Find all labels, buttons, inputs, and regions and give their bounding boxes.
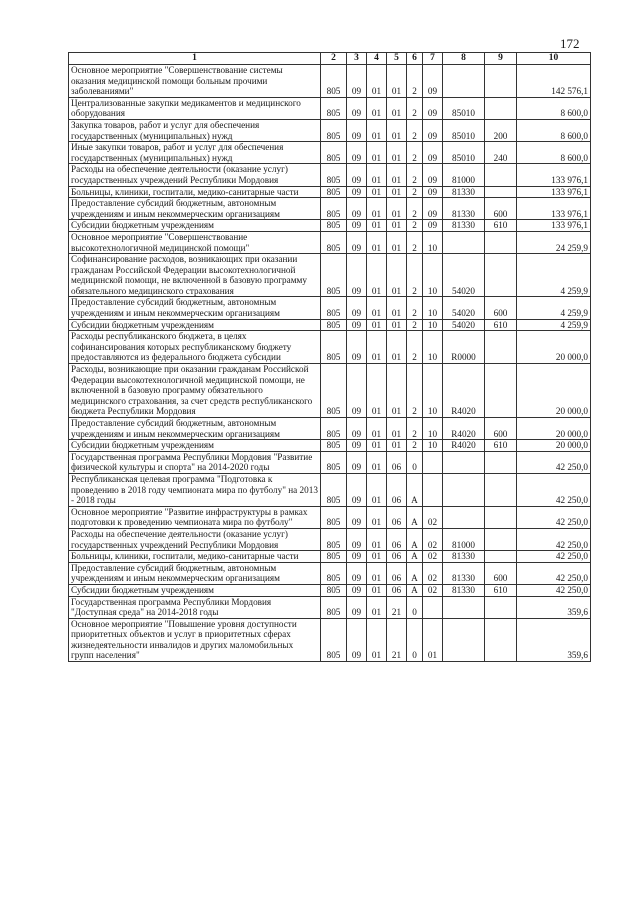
code-subsection: 01 — [367, 364, 387, 418]
table-row — [69, 164, 591, 186]
code-section: 09 — [347, 596, 367, 618]
code-direction: 54020 — [443, 297, 485, 319]
column-header: 5 — [387, 53, 407, 65]
code-program: 06 — [387, 551, 407, 563]
item-name: Государственная программа Республики Мордовия "Развитие физической культуры и спорта" на 2014-2020 годы — [69, 451, 321, 473]
code-event: 10 — [423, 231, 443, 253]
column-header: 1 — [69, 53, 321, 65]
item-name: Больницы, клиники, госпитали, медико-санитарные части — [69, 186, 321, 198]
code-program: 06 — [387, 506, 407, 528]
code-subprogram: 2 — [407, 297, 423, 319]
code-subprogram: А — [407, 506, 423, 528]
code-ministry: 805 — [321, 364, 347, 418]
code-expense-type — [485, 97, 517, 119]
code-subprogram: 0 — [407, 596, 423, 618]
code-subprogram: 2 — [407, 231, 423, 253]
code-subprogram: А — [407, 562, 423, 584]
code-event: 02 — [423, 562, 443, 584]
code-program: 06 — [387, 473, 407, 506]
code-subprogram: 2 — [407, 119, 423, 141]
code-ministry: 805 — [321, 418, 347, 440]
code-ministry: 805 — [321, 186, 347, 198]
code-direction — [443, 618, 485, 661]
code-subprogram: 2 — [407, 254, 423, 297]
code-program: 06 — [387, 584, 407, 596]
amount: 142 576,1 — [517, 65, 591, 98]
code-program: 01 — [387, 319, 407, 331]
code-expense-type: 610 — [485, 319, 517, 331]
code-subsection: 01 — [367, 451, 387, 473]
code-program: 01 — [387, 186, 407, 198]
code-section: 09 — [347, 231, 367, 253]
amount: 133 976,1 — [517, 198, 591, 220]
budget-table — [68, 52, 591, 662]
amount: 8 600,0 — [517, 119, 591, 141]
code-direction: 81330 — [443, 198, 485, 220]
table-body — [69, 65, 591, 662]
code-program: 01 — [387, 440, 407, 452]
code-direction: 81330 — [443, 562, 485, 584]
code-subsection: 01 — [367, 186, 387, 198]
code-ministry: 805 — [321, 451, 347, 473]
code-program: 01 — [387, 65, 407, 98]
column-header: 10 — [517, 53, 591, 65]
code-program: 06 — [387, 528, 407, 550]
code-subprogram: 2 — [407, 186, 423, 198]
code-direction: 81330 — [443, 186, 485, 198]
code-ministry: 805 — [321, 562, 347, 584]
code-direction: 85010 — [443, 97, 485, 119]
code-event: 02 — [423, 506, 443, 528]
code-subsection: 01 — [367, 418, 387, 440]
code-ministry: 805 — [321, 254, 347, 297]
item-name: Расходы, возникающие при оказании гражданам Российской Федерации высокотехнологичной медицинской помощи, не включенной в базовую программу обязательного медицинского страхования, за счет средств республиканского бюджета Республики Мордовия — [69, 364, 321, 418]
table-row — [69, 451, 591, 473]
code-event: 09 — [423, 97, 443, 119]
table-row — [69, 331, 591, 364]
code-expense-type: 240 — [485, 142, 517, 164]
code-program: 01 — [387, 364, 407, 418]
code-ministry: 805 — [321, 331, 347, 364]
amount: 359,6 — [517, 596, 591, 618]
code-event: 09 — [423, 198, 443, 220]
amount: 133 976,1 — [517, 164, 591, 186]
code-subsection: 01 — [367, 297, 387, 319]
item-name: Основное мероприятие "Совершенствование высокотехнологичной медицинской помощи" — [69, 231, 321, 253]
code-expense-type: 600 — [485, 297, 517, 319]
code-direction: 81330 — [443, 220, 485, 232]
code-section: 09 — [347, 562, 367, 584]
code-section: 09 — [347, 618, 367, 661]
item-name: Расходы на обеспечение деятельности (оказание услуг) государственных учреждений Республики Мордовия — [69, 528, 321, 550]
table-row — [69, 618, 591, 661]
amount: 20 000,0 — [517, 418, 591, 440]
table-row — [69, 418, 591, 440]
item-name: Субсидии бюджетным учреждениям — [69, 319, 321, 331]
column-header: 4 — [367, 53, 387, 65]
amount: 42 250,0 — [517, 506, 591, 528]
code-ministry: 805 — [321, 198, 347, 220]
code-program: 01 — [387, 418, 407, 440]
amount: 24 259,9 — [517, 231, 591, 253]
code-event: 10 — [423, 364, 443, 418]
code-section: 09 — [347, 331, 367, 364]
item-name: Закупка товаров, работ и услуг для обеспечения государственных (муниципальных) нужд — [69, 119, 321, 141]
amount: 42 250,0 — [517, 473, 591, 506]
code-subprogram: 2 — [407, 198, 423, 220]
table-header-row — [69, 53, 591, 65]
code-subprogram: 2 — [407, 319, 423, 331]
code-subsection: 01 — [367, 584, 387, 596]
amount: 42 250,0 — [517, 584, 591, 596]
item-name: Основное мероприятие "Повышение уровня доступности приоритетных объектов и услуг в приоритетных сферах жизнедеятельности инвалидов и других маломобильных групп населения" — [69, 618, 321, 661]
code-section: 09 — [347, 164, 367, 186]
code-subprogram: 2 — [407, 220, 423, 232]
amount: 8 600,0 — [517, 142, 591, 164]
table-row — [69, 319, 591, 331]
code-program: 01 — [387, 331, 407, 364]
amount: 133 976,1 — [517, 186, 591, 198]
code-program: 01 — [387, 142, 407, 164]
amount: 20 000,0 — [517, 331, 591, 364]
table-row — [69, 440, 591, 452]
code-direction: 85010 — [443, 119, 485, 141]
code-section: 09 — [347, 65, 367, 98]
code-section: 09 — [347, 198, 367, 220]
code-section: 09 — [347, 551, 367, 563]
item-name: Субсидии бюджетным учреждениям — [69, 220, 321, 232]
code-program: 01 — [387, 164, 407, 186]
code-section: 09 — [347, 297, 367, 319]
code-subsection: 01 — [367, 198, 387, 220]
code-section: 09 — [347, 254, 367, 297]
code-expense-type: 610 — [485, 220, 517, 232]
amount: 42 250,0 — [517, 551, 591, 563]
code-subsection: 01 — [367, 440, 387, 452]
item-name: Централизованные закупки медикаментов и медицинского оборудования — [69, 97, 321, 119]
code-subsection: 01 — [367, 551, 387, 563]
code-expense-type: 610 — [485, 584, 517, 596]
table-row — [69, 186, 591, 198]
code-subsection: 01 — [367, 220, 387, 232]
code-subprogram: 0 — [407, 618, 423, 661]
code-subsection: 01 — [367, 65, 387, 98]
code-event — [423, 451, 443, 473]
column-header: 8 — [443, 53, 485, 65]
code-subprogram: 2 — [407, 164, 423, 186]
code-subsection: 01 — [367, 97, 387, 119]
code-expense-type — [485, 596, 517, 618]
table-row — [69, 142, 591, 164]
code-event: 09 — [423, 220, 443, 232]
code-direction: 54020 — [443, 254, 485, 297]
code-subprogram: 2 — [407, 97, 423, 119]
item-name: Субсидии бюджетным учреждениям — [69, 440, 321, 452]
amount: 4 259,9 — [517, 319, 591, 331]
code-ministry: 805 — [321, 97, 347, 119]
code-ministry: 805 — [321, 319, 347, 331]
code-expense-type: 600 — [485, 562, 517, 584]
code-program: 06 — [387, 451, 407, 473]
code-subsection: 01 — [367, 596, 387, 618]
code-subprogram: 2 — [407, 364, 423, 418]
code-section: 09 — [347, 451, 367, 473]
code-direction: 54020 — [443, 319, 485, 331]
code-section: 09 — [347, 119, 367, 141]
code-event: 02 — [423, 551, 443, 563]
code-subprogram: 2 — [407, 142, 423, 164]
code-ministry: 805 — [321, 618, 347, 661]
table-row — [69, 65, 591, 98]
code-expense-type — [485, 186, 517, 198]
code-subprogram: 0 — [407, 451, 423, 473]
code-program: 01 — [387, 97, 407, 119]
code-event: 10 — [423, 440, 443, 452]
code-ministry: 805 — [321, 596, 347, 618]
code-subprogram: 2 — [407, 418, 423, 440]
column-header: 6 — [407, 53, 423, 65]
table-row — [69, 297, 591, 319]
code-subsection: 01 — [367, 528, 387, 550]
code-ministry: 805 — [321, 65, 347, 98]
code-subsection: 01 — [367, 473, 387, 506]
amount: 4 259,9 — [517, 254, 591, 297]
page-number: 172 — [560, 36, 580, 51]
code-subsection: 01 — [367, 164, 387, 186]
code-direction — [443, 65, 485, 98]
code-direction — [443, 506, 485, 528]
code-ministry: 805 — [321, 297, 347, 319]
amount: 4 259,9 — [517, 297, 591, 319]
amount: 20 000,0 — [517, 440, 591, 452]
code-direction: 85010 — [443, 142, 485, 164]
table-row — [69, 198, 591, 220]
code-ministry: 805 — [321, 551, 347, 563]
code-section: 09 — [347, 220, 367, 232]
code-event: 10 — [423, 418, 443, 440]
code-subprogram: А — [407, 551, 423, 563]
code-direction — [443, 231, 485, 253]
code-expense-type — [485, 331, 517, 364]
item-name: Софинансирование расходов, возникающих при оказании гражданам Российской Федерации высокотехнологичной медицинской помощи, не включенной в базовую программу обязательного медицинского страхования — [69, 254, 321, 297]
code-program: 01 — [387, 254, 407, 297]
code-expense-type — [485, 618, 517, 661]
code-expense-type — [485, 231, 517, 253]
amount: 42 250,0 — [517, 451, 591, 473]
code-expense-type: 200 — [485, 119, 517, 141]
table-row — [69, 562, 591, 584]
code-program: 06 — [387, 562, 407, 584]
code-direction: 81330 — [443, 551, 485, 563]
code-program: 01 — [387, 119, 407, 141]
code-direction — [443, 473, 485, 506]
code-direction: 81000 — [443, 528, 485, 550]
table-row — [69, 231, 591, 253]
code-event: 09 — [423, 65, 443, 98]
table-row — [69, 473, 591, 506]
code-section: 09 — [347, 142, 367, 164]
item-name: Основное мероприятие "Совершенствование системы оказания медицинской помощи больным прочими заболеваниями" — [69, 65, 321, 98]
table-row — [69, 119, 591, 141]
item-name: Республиканская целевая программа "Подготовка к проведению в 2018 году чемпионата мира по футболу" на 2013 - 2018 годы — [69, 473, 321, 506]
item-name: Предоставление субсидий бюджетным, автономным учреждениям и иным некоммерческим организациям — [69, 418, 321, 440]
table-row — [69, 364, 591, 418]
code-expense-type — [485, 364, 517, 418]
amount: 359,6 — [517, 618, 591, 661]
code-direction: R4020 — [443, 418, 485, 440]
table-row — [69, 506, 591, 528]
code-ministry: 805 — [321, 506, 347, 528]
code-event: 10 — [423, 254, 443, 297]
code-subprogram: 2 — [407, 440, 423, 452]
code-subsection: 01 — [367, 319, 387, 331]
code-expense-type — [485, 551, 517, 563]
code-event: 02 — [423, 584, 443, 596]
code-program: 01 — [387, 220, 407, 232]
code-direction: 81000 — [443, 164, 485, 186]
item-name: Иные закупки товаров, работ и услуг для обеспечения государственных (муниципальных) нужд — [69, 142, 321, 164]
item-name: Расходы республиканского бюджета, в целях софинансирования которых республиканскому бюджету предоставляются из федерального бюджета субсидии — [69, 331, 321, 364]
code-expense-type — [485, 254, 517, 297]
table-row — [69, 220, 591, 232]
code-subprogram: 2 — [407, 65, 423, 98]
amount: 133 976,1 — [517, 220, 591, 232]
code-program: 21 — [387, 596, 407, 618]
code-event: 10 — [423, 319, 443, 331]
code-section: 09 — [347, 97, 367, 119]
code-event: 10 — [423, 297, 443, 319]
code-expense-type: 600 — [485, 198, 517, 220]
item-name: Субсидии бюджетным учреждениям — [69, 584, 321, 596]
table-row — [69, 596, 591, 618]
code-subsection: 01 — [367, 119, 387, 141]
code-section: 09 — [347, 440, 367, 452]
code-ministry: 805 — [321, 440, 347, 452]
amount: 20 000,0 — [517, 364, 591, 418]
code-direction: R4020 — [443, 440, 485, 452]
code-section: 09 — [347, 186, 367, 198]
code-subsection: 01 — [367, 254, 387, 297]
code-ministry: 805 — [321, 584, 347, 596]
item-name: Государственная программа Республики Мордовия "Доступная среда" на 2014-2018 годы — [69, 596, 321, 618]
code-event — [423, 596, 443, 618]
code-ministry: 805 — [321, 231, 347, 253]
code-subsection: 01 — [367, 331, 387, 364]
code-ministry: 805 — [321, 220, 347, 232]
column-header: 2 — [321, 53, 347, 65]
code-section: 09 — [347, 506, 367, 528]
item-name: Больницы, клиники, госпитали, медико-санитарные части — [69, 551, 321, 563]
code-event: 10 — [423, 331, 443, 364]
code-section: 09 — [347, 418, 367, 440]
code-ministry: 805 — [321, 528, 347, 550]
code-event: 09 — [423, 142, 443, 164]
code-subprogram: А — [407, 473, 423, 506]
table-row — [69, 528, 591, 550]
code-subsection: 01 — [367, 506, 387, 528]
code-subsection: 01 — [367, 142, 387, 164]
item-name: Предоставление субсидий бюджетным, автономным учреждениям и иным некоммерческим организациям — [69, 297, 321, 319]
code-event: 02 — [423, 528, 443, 550]
column-header: 7 — [423, 53, 443, 65]
code-subprogram: А — [407, 528, 423, 550]
code-subsection: 01 — [367, 562, 387, 584]
code-event: 01 — [423, 618, 443, 661]
code-event: 09 — [423, 186, 443, 198]
amount: 42 250,0 — [517, 528, 591, 550]
amount: 8 600,0 — [517, 97, 591, 119]
code-section: 09 — [347, 364, 367, 418]
code-expense-type — [485, 528, 517, 550]
item-name: Основное мероприятие "Развитие инфраструктуры в рамках подготовки к проведению чемпионата мира по футболу" — [69, 506, 321, 528]
code-expense-type — [485, 164, 517, 186]
code-ministry: 805 — [321, 164, 347, 186]
code-subprogram: 2 — [407, 331, 423, 364]
code-program: 21 — [387, 618, 407, 661]
code-ministry: 805 — [321, 119, 347, 141]
code-direction: R0000 — [443, 331, 485, 364]
code-section: 09 — [347, 473, 367, 506]
code-program: 01 — [387, 297, 407, 319]
code-ministry: 805 — [321, 473, 347, 506]
code-event: 09 — [423, 164, 443, 186]
column-header: 9 — [485, 53, 517, 65]
code-expense-type — [485, 451, 517, 473]
code-expense-type: 600 — [485, 418, 517, 440]
code-subsection: 01 — [367, 618, 387, 661]
item-name: Предоставление субсидий бюджетным, автономным учреждениям и иным некоммерческим организациям — [69, 562, 321, 584]
table-row — [69, 254, 591, 297]
code-direction — [443, 596, 485, 618]
amount: 42 250,0 — [517, 562, 591, 584]
column-header: 3 — [347, 53, 367, 65]
table-row — [69, 584, 591, 596]
code-expense-type — [485, 506, 517, 528]
item-name: Предоставление субсидий бюджетным, автономным учреждениям и иным некоммерческим организациям — [69, 198, 321, 220]
code-program: 01 — [387, 231, 407, 253]
code-event: 09 — [423, 119, 443, 141]
code-direction — [443, 451, 485, 473]
code-event — [423, 473, 443, 506]
table-row — [69, 97, 591, 119]
table-row — [69, 551, 591, 563]
code-expense-type — [485, 65, 517, 98]
code-direction: 81330 — [443, 584, 485, 596]
code-expense-type — [485, 473, 517, 506]
code-program: 01 — [387, 198, 407, 220]
code-section: 09 — [347, 319, 367, 331]
code-subsection: 01 — [367, 231, 387, 253]
code-expense-type: 610 — [485, 440, 517, 452]
code-direction: R4020 — [443, 364, 485, 418]
code-section: 09 — [347, 528, 367, 550]
item-name: Расходы на обеспечение деятельности (оказание услуг) государственных учреждений Республики Мордовия — [69, 164, 321, 186]
code-section: 09 — [347, 584, 367, 596]
code-ministry: 805 — [321, 142, 347, 164]
code-subprogram: А — [407, 584, 423, 596]
